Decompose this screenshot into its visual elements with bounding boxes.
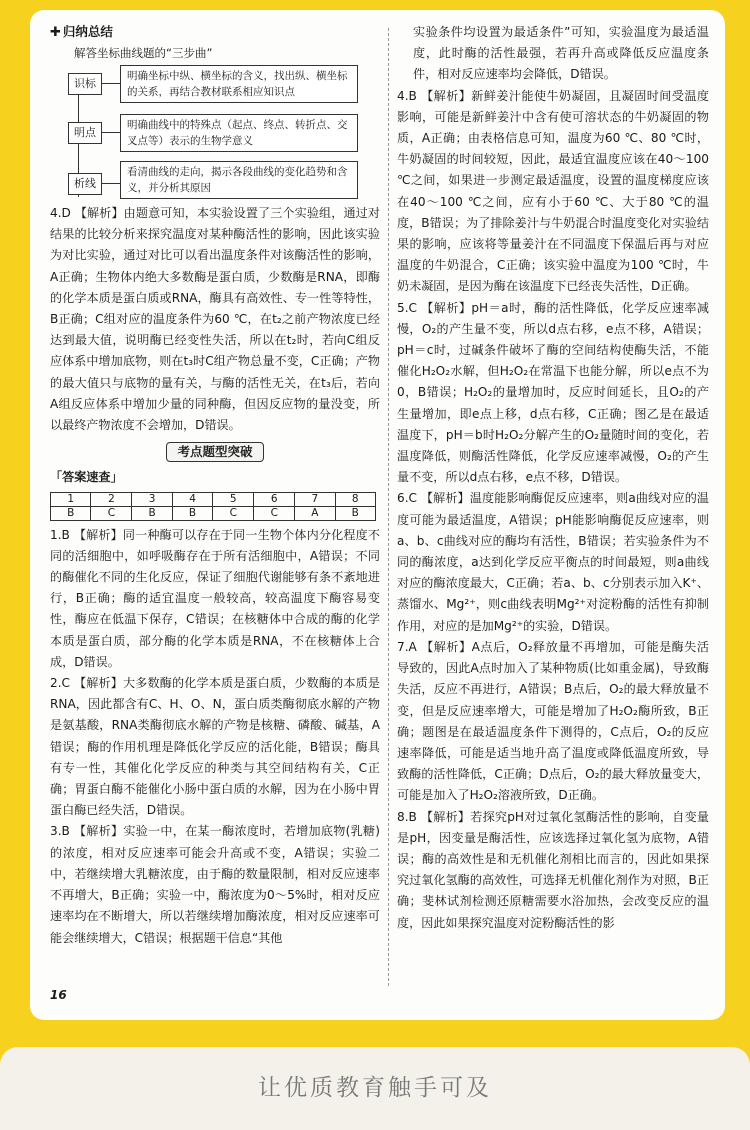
explanation-paragraph: 8.B 【解析】若探究pH对过氧化氢酶活性的影响，自变量是pH，因变量是酶活性，应该选择过氧化氢为底物，A错误；酶的高效性是和无机催化剂相比而言的，因此如果探究过氧化氢酶的高效性，可选择无机催化剂作为对照，B正确；斐林试剂检测还原糖需要水浴加热，会改变反应的温度，因此如果探究温度对淀粉酶活性的影 (397, 809, 709, 930)
explanation-paragraph: 实验条件均设置为最适条件”可知，实验温度为最适温度，此时酶的活性最强，若再升高或降低反应温度条件，相对反应速率均会降低，D错误。 (413, 25, 709, 82)
explanation-paragraph: 1.B 【解析】同一种酶可以存在于同一生物个体内分化程度不同的活细胞中，如呼吸酶存在于所有活细胞中，A错误；不同的酶催化不同的生化反应，保证了细胞代谢能够有条不紊地进行，B正确；酶的适宜温度一般较高，较高温度下酶容易变性，酶应在低温下保存，C错误；在核糖体中合成的酶的化学本质是蛋白质，部分酶的化学本质是RNA，不在核糖体上合成，D错误。 (50, 527, 380, 669)
summary-title: 归纳总结 (62, 24, 113, 39)
answer-letter: B (132, 506, 172, 520)
column-divider (388, 28, 389, 986)
explanation-paragraph: 4.D 【解析】由题意可知，本实验设置了三个实验组，通过对结果的比较分析来探究温度对某种酶活性的影响，因此该实验为对比实验，通过对比可以看出温度条件对该酶活性的影响，A正确；生物体内绝大多数酶是蛋白质，少数酶是RNA，即酶的化学本质是蛋白质或RNA，酶具有高效性、专一性等特性，B正确；C组对应的温度条件为60 ℃，在t₂之前产物浓度已经达到最大值，说明酶已经变性失活，所以在t₂时，若向C组反应体系中增加底物，则在t₃时C组产物总量不变，C正确；产物的最大值只与底物的量有关，与酶的活性无关，在t₃后，若向A组反应体系中增加少量的同种酶，但因反应物的量没变，所以最终产物浓度不会增加，D错误。 (50, 206, 380, 433)
right-column (397, 22, 709, 934)
answer-title: 「答案速查」 (50, 470, 123, 485)
slogan-banner: 让优质教育触手可及 (0, 1047, 750, 1130)
explanation-paragraph: 3.B 【解析】实验一中，在某一酶浓度时，若增加底物(乳糖)的浓度，相对反应速率可能会升高或不变，A错误；实验二中，若继续增大乳糖浓度，由于酶的数量限制，相对反应速率不再增大，B正确；实验一中，酶浓度为0～5%时，相对反应速率均在不断增大，所以若继续增加酶浓度，相对反应速率可能会继续增大，C错误；根据题干信息“其他 (50, 824, 380, 945)
flow-connector (102, 183, 120, 184)
flow-connector (102, 132, 120, 133)
answer-number: 7 (295, 492, 335, 506)
explanation-paragraph: 6.C 【解析】温度能影响酶促反应速率，则a曲线对应的温度可能为最适温度，A错误；pH能影响酶促反应速率，则a、b、c曲线对应的酶均有活性，B错误；若实验条件为不同的酶浓度，a达到化学反应平衡点的时间最短，则a曲线对应的酶浓度最大，C正确；若a、b、c分别表示加入K⁺、蒸馏水、Mg²⁺，则c曲线表明Mg²⁺对淀粉酶的活性有抑制作用，对应的是加Mg²⁺的实验，D错误。 (397, 491, 709, 633)
flow-connector (102, 83, 120, 84)
explanation-paragraph: 7.A 【解析】A点后，O₂释放量不再增加，可能是酶失活导致的，因此A点时加入了某种物质(比如重金属)，导致酶失活，反应不再进行，A错误；B点后，O₂的最大释放量不变，但是反应速率增大，可能是增加了H₂O₂酶所致，B正确；题图是在最适温度条件下测得的，C点后，O₂的反应速率降低，可能是适当地升高了温度或降低温度所致，导致酶的活性降低，C正确；D点后，O₂的最大释放量变大，可能是加入了H₂O₂溶液所致，D正确。 (397, 639, 709, 803)
page-number: 16 (50, 988, 67, 1002)
answer-letter: B (51, 506, 91, 520)
flow-box-step2: 明确曲线中的特殊点（起点、终点、转折点、交叉点等）表示的生物学意义 (120, 114, 358, 152)
answer-letter: B (335, 506, 375, 520)
answer-number: 2 (91, 492, 132, 506)
document-page (30, 10, 725, 1020)
explanation-paragraph: 5.C 【解析】pH＝a时，酶的活性降低，化学反应速率减慢，O₂的产生量不变，所以d点右移，e点不移，A错误；pH＝c时，过碱条件破坏了酶的空间结构使酶失活，不能催化H₂O₂水解，但H₂O₂在常温下也能分解，所以e点不为0，B错误；H₂O₂的量增加时，反应时间延长，且O₂的产生量增加，即e点上移，d点右移，C正确；图乙是在最适温度下，pH＝b时H₂O₂分解产生的O₂量随时间的变化，若温度降低，则酶活性降低，化学反应速率减慢，O₂的产生量不变，所以d点右移，e点不移，D错误。 (397, 300, 709, 485)
three-step-flowchart (50, 65, 380, 197)
answer-letter: A (295, 506, 335, 520)
answer-letter: C (91, 506, 132, 520)
answer-number: 1 (51, 492, 91, 506)
answer-number: 6 (254, 492, 295, 506)
answer-number-row (51, 492, 376, 506)
explanation-paragraph: 4.B 【解析】新鲜姜汁能使牛奶凝固，且凝固时间受温度影响，可能是新鲜姜汁中含有使可溶状态的牛奶凝固的物质，A正确；由表格信息可知，温度为60 ℃、80 ℃时，牛奶凝固的时间较短，因此，最适宜温度应该在40～100 ℃之间，如果进一步测定最适温度，设置的温度梯度应该在40～100 ℃之间，应有小于60 ℃、大于80 ℃的温度，B错误；为了排除姜汁与牛奶混合时温度变化对实验结果的影响，应该将等量姜汁在不同温度下保温后再与对应温度的牛奶混合，C正确；该实验中温度为100 ℃时，牛奶未凝固，是因为酶在该温度下已经丧失活性，D正确。 (397, 88, 709, 294)
flow-box-step3: 看清曲线的走向，揭示各段曲线的变化趋势和含义，并分析其原因 (120, 161, 358, 199)
left-column (50, 22, 380, 949)
flow-node-step1: 识标 (68, 73, 102, 95)
section-title: 考点题型突破 (166, 442, 263, 462)
answer-number: 3 (132, 492, 172, 506)
flow-node-step2: 明点 (68, 122, 102, 144)
answer-letter-row (51, 506, 376, 520)
answer-letter: C (254, 506, 295, 520)
answer-number: 5 (213, 492, 254, 506)
summary-header (50, 22, 380, 43)
answer-letter: C (213, 506, 254, 520)
plus-icon: ✚ (50, 25, 61, 40)
answer-number: 8 (335, 492, 375, 506)
explanation-paragraph: 2.C 【解析】大多数酶的化学本质是蛋白质，少数酶的本质是RNA，因此都含有C、H、O、N，蛋白质类酶彻底水解的产物是氨基酸，RNA类酶彻底水解的产物是核糖、磷酸、碱基，A错误；酶的作用机理是降低化学反应的活化能，B错误；酶具有专一性，其催化化学反应的种类与其空间结构有关，C正确；胃蛋白酶不能催化小肠中蛋白质的水解，因为在小肠中胃蛋白酶已经失活，D错误。 (50, 676, 380, 818)
answer-table (50, 492, 376, 521)
section-title-banner (50, 442, 380, 463)
flow-box-step1: 明确坐标中纵、横坐标的含义，找出纵、横坐标的关系，再结合教材联系相应知识点 (120, 65, 358, 103)
flow-node-step3: 析线 (68, 173, 102, 195)
answer-letter: B (172, 506, 212, 520)
answer-number: 4 (172, 492, 212, 506)
summary-subtitle: 解答坐标曲线题的“三步曲” (74, 46, 213, 60)
